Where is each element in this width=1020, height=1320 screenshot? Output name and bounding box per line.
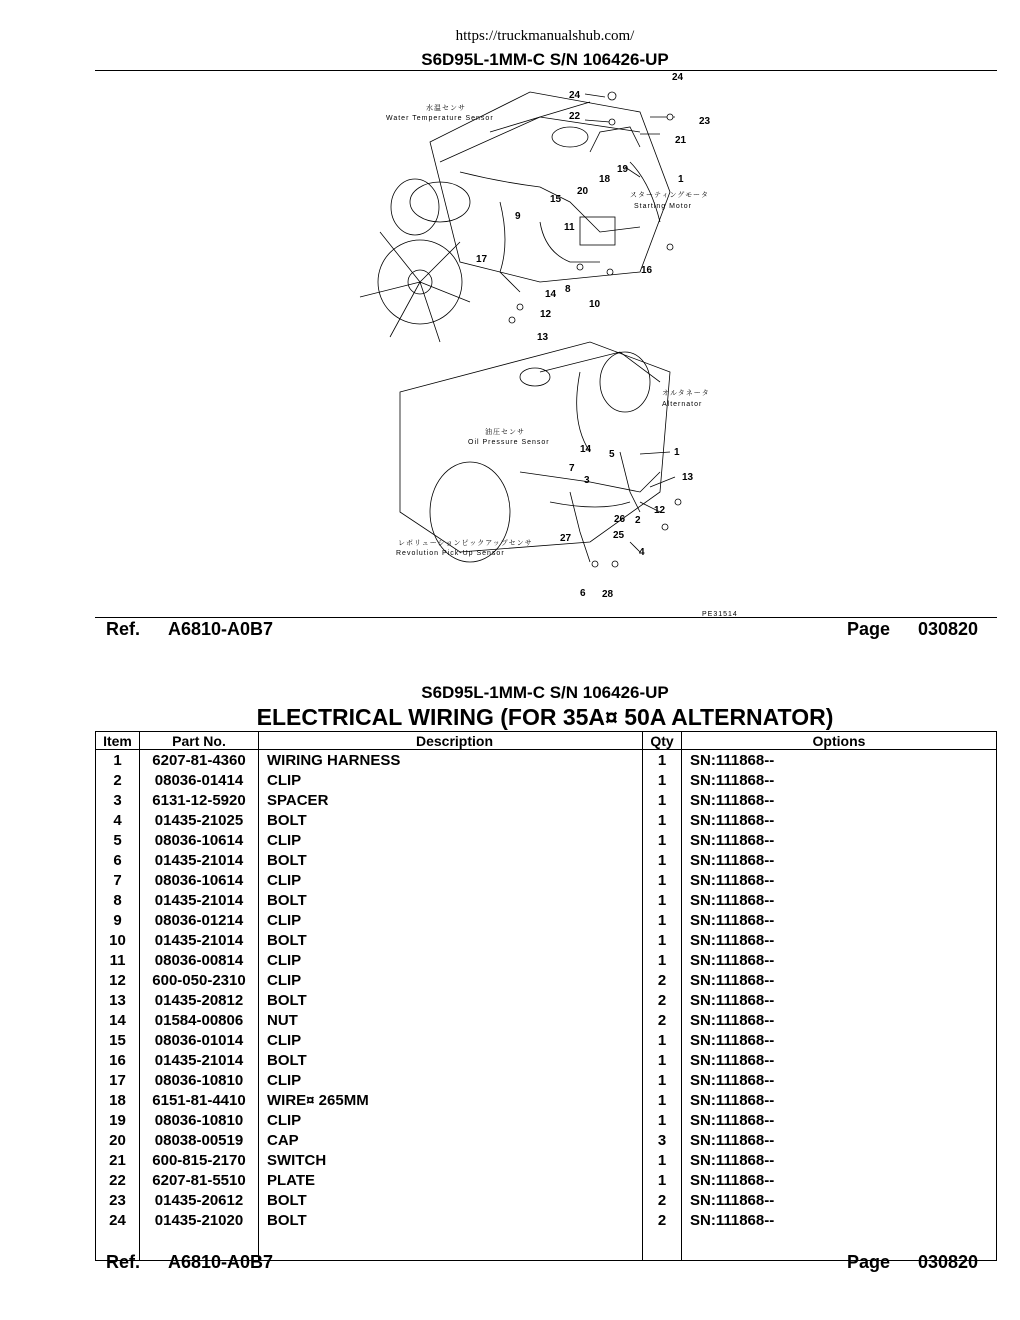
part-no-cell: 01435-21014 (140, 1050, 259, 1070)
part-no-cell: 08036-10614 (140, 830, 259, 850)
svg-text:12: 12 (540, 309, 552, 320)
table-row (96, 990, 997, 1010)
item-cell: 22 (96, 1170, 140, 1190)
item-cell: 24 (96, 1210, 140, 1230)
qty-cell: 1 (643, 910, 682, 930)
qty-cell: 1 (643, 930, 682, 950)
qty-cell: 1 (643, 1110, 682, 1130)
svg-text:3: 3 (584, 475, 590, 486)
table-row (96, 1110, 997, 1130)
footer-rule-top (95, 617, 997, 618)
svg-text:オルタネータ: オルタネータ (662, 390, 710, 397)
qty-cell: 3 (643, 1130, 682, 1150)
svg-text:スターティングモータ: スターティングモータ (630, 192, 710, 199)
spacer-cell (643, 1230, 682, 1261)
qty-cell: 1 (643, 1170, 682, 1190)
table-row (96, 870, 997, 890)
svg-text:20: 20 (577, 186, 589, 197)
description-cell: BOLT (259, 1210, 643, 1230)
item-cell: 16 (96, 1050, 140, 1070)
description-cell: CLIP (259, 770, 643, 790)
svg-text:14: 14 (545, 289, 557, 300)
item-cell: 17 (96, 1070, 140, 1090)
table-row (96, 770, 997, 790)
spacer-cell (259, 1230, 643, 1261)
parts-table-body (96, 750, 997, 1261)
item-cell: 10 (96, 930, 140, 950)
svg-text:24: 24 (569, 90, 581, 101)
description-cell: WIRE¤ 265MM (259, 1090, 643, 1110)
table-row (96, 890, 997, 910)
options-cell: SN:111868-- (682, 850, 997, 870)
options-cell: SN:111868-- (682, 910, 997, 930)
ref-value-bottom: A6810-A0B7 (168, 1252, 274, 1272)
options-cell: SN:111868-- (682, 810, 997, 830)
qty-cell: 1 (643, 750, 682, 771)
svg-text:25: 25 (613, 530, 625, 541)
description-cell: PLATE (259, 1170, 643, 1190)
svg-text:19: 19 (617, 164, 629, 175)
item-cell: 14 (96, 1010, 140, 1030)
description-cell: BOLT (259, 890, 643, 910)
qty-cell: 1 (643, 1150, 682, 1170)
options-cell: SN:111868-- (682, 870, 997, 890)
column-header-item: Item (96, 732, 140, 750)
svg-text:4: 4 (639, 547, 645, 558)
item-cell: 20 (96, 1130, 140, 1150)
part-no-cell: 01435-21014 (140, 930, 259, 950)
description-cell: BOLT (259, 1190, 643, 1210)
model-header-bottom: S6D95L-1MM-C S/N 106426-UP (421, 683, 669, 702)
svg-text:7: 7 (569, 463, 575, 474)
description-cell: WIRING HARNESS (259, 750, 643, 771)
options-cell: SN:111868-- (682, 1110, 997, 1130)
table-row (96, 1090, 997, 1110)
svg-text:24: 24 (672, 72, 684, 83)
part-no-cell: 08038-00519 (140, 1130, 259, 1150)
svg-text:28: 28 (602, 589, 614, 600)
item-cell: 2 (96, 770, 140, 790)
table-row (96, 970, 997, 990)
table-row (96, 1010, 997, 1030)
description-cell: CLIP (259, 1030, 643, 1050)
description-cell: NUT (259, 1010, 643, 1030)
description-cell: BOLT (259, 850, 643, 870)
qty-cell: 1 (643, 810, 682, 830)
item-cell: 3 (96, 790, 140, 810)
table-header-row (96, 732, 997, 750)
table-row (96, 850, 997, 870)
part-no-cell: 08036-10614 (140, 870, 259, 890)
description-cell: CLIP (259, 1070, 643, 1090)
qty-cell: 1 (643, 1050, 682, 1070)
description-cell: BOLT (259, 1050, 643, 1070)
part-no-cell: 08036-10810 (140, 1070, 259, 1090)
part-no-cell: 6151-81-4410 (140, 1090, 259, 1110)
column-header-qty: Qty (643, 732, 682, 750)
svg-text:1: 1 (674, 447, 680, 458)
options-cell: SN:111868-- (682, 750, 997, 771)
column-header-part-no: Part No. (140, 732, 259, 750)
svg-text:5: 5 (609, 449, 615, 460)
item-cell: 4 (96, 810, 140, 830)
page-label-bottom: Page (847, 1252, 891, 1272)
item-cell: 9 (96, 910, 140, 930)
page-label-top: Page (847, 619, 891, 639)
qty-cell: 1 (643, 1070, 682, 1090)
options-cell: SN:111868-- (682, 1070, 997, 1090)
svg-text:9: 9 (515, 211, 521, 222)
table-row (96, 1190, 997, 1210)
svg-text:16: 16 (641, 265, 653, 276)
options-cell: SN:111868-- (682, 970, 997, 990)
svg-text:10: 10 (589, 299, 601, 310)
part-no-cell: 01435-21020 (140, 1210, 259, 1230)
options-cell: SN:111868-- (682, 990, 997, 1010)
part-no-cell: 01584-00806 (140, 1010, 259, 1030)
svg-text:17: 17 (476, 254, 488, 265)
options-cell: SN:111868-- (682, 1210, 997, 1230)
svg-text:Revolution Pick-Up Sensor: Revolution Pick-Up Sensor (396, 550, 505, 557)
svg-text:21: 21 (675, 135, 687, 146)
svg-text:18: 18 (599, 174, 611, 185)
part-no-cell: 08036-01014 (140, 1030, 259, 1050)
svg-text:レボリューションピックアップセンサ: レボリューションピックアップセンサ (398, 540, 533, 547)
svg-text:11: 11 (564, 222, 575, 233)
description-cell: CLIP (259, 830, 643, 850)
table-row (96, 910, 997, 930)
item-cell: 7 (96, 870, 140, 890)
item-cell: 13 (96, 990, 140, 1010)
item-cell: 1 (96, 750, 140, 771)
description-cell: BOLT (259, 990, 643, 1010)
svg-text:1: 1 (678, 174, 684, 185)
ref-value-top: A6810-A0B7 (168, 619, 274, 639)
qty-cell: 2 (643, 970, 682, 990)
svg-text:12: 12 (654, 505, 666, 516)
options-cell: SN:111868-- (682, 1150, 997, 1170)
part-no-cell: 01435-20612 (140, 1190, 259, 1210)
table-row (96, 1030, 997, 1050)
part-no-cell: 08036-01414 (140, 770, 259, 790)
part-no-cell: 01435-21014 (140, 850, 259, 870)
table-row (96, 810, 997, 830)
svg-text:22: 22 (569, 111, 581, 122)
qty-cell: 1 (643, 1090, 682, 1110)
page-value-top: 030820 (918, 619, 979, 639)
table-row (96, 790, 997, 810)
table-row (96, 750, 997, 771)
ref-label-bottom: Ref. (106, 1252, 141, 1272)
svg-text:27: 27 (560, 533, 572, 544)
part-no-cell: 08036-10810 (140, 1110, 259, 1130)
part-no-cell: 600-815-2170 (140, 1150, 259, 1170)
parts-table (95, 731, 997, 1261)
part-no-cell: 01435-20812 (140, 990, 259, 1010)
qty-cell: 1 (643, 1030, 682, 1050)
description-cell: CLIP (259, 950, 643, 970)
svg-text:14: 14 (580, 444, 592, 455)
options-cell: SN:111868-- (682, 1050, 997, 1070)
item-cell: 6 (96, 850, 140, 870)
options-cell: SN:111868-- (682, 1190, 997, 1210)
part-no-cell: 01435-21025 (140, 810, 259, 830)
description-cell: CLIP (259, 970, 643, 990)
qty-cell: 1 (643, 790, 682, 810)
source-url: https://truckmanualshub.com/ (455, 28, 635, 44)
options-cell: SN:111868-- (682, 770, 997, 790)
description-cell: CLIP (259, 1110, 643, 1130)
table-row (96, 950, 997, 970)
qty-cell: 1 (643, 770, 682, 790)
item-cell: 18 (96, 1090, 140, 1110)
part-no-cell: 600-050-2310 (140, 970, 259, 990)
part-no-cell: 08036-00814 (140, 950, 259, 970)
header-rule-top (95, 70, 997, 71)
part-no-cell: 6207-81-5510 (140, 1170, 259, 1190)
item-cell: 19 (96, 1110, 140, 1130)
item-cell: 12 (96, 970, 140, 990)
description-cell: CLIP (259, 910, 643, 930)
options-cell: SN:111868-- (682, 790, 997, 810)
options-cell: SN:111868-- (682, 890, 997, 910)
svg-text:PE31514: PE31514 (702, 611, 738, 618)
options-cell: SN:111868-- (682, 830, 997, 850)
description-cell: SWITCH (259, 1150, 643, 1170)
item-cell: 11 (96, 950, 140, 970)
description-cell: BOLT (259, 810, 643, 830)
table-row (96, 1130, 997, 1150)
description-cell: BOLT (259, 930, 643, 950)
description-cell: SPACER (259, 790, 643, 810)
table-row (96, 1210, 997, 1230)
svg-text:6: 6 (580, 588, 586, 599)
options-cell: SN:111868-- (682, 1090, 997, 1110)
qty-cell: 1 (643, 830, 682, 850)
table-row (96, 830, 997, 850)
part-no-cell: 08036-01214 (140, 910, 259, 930)
item-cell: 15 (96, 1030, 140, 1050)
item-cell: 5 (96, 830, 140, 850)
column-header-description: Description (259, 732, 643, 750)
qty-cell: 1 (643, 870, 682, 890)
table-row (96, 1070, 997, 1090)
svg-text:Water Temperature Sensor: Water Temperature Sensor (386, 115, 494, 122)
options-cell: SN:111868-- (682, 1130, 997, 1150)
qty-cell: 1 (643, 850, 682, 870)
svg-text:8: 8 (565, 284, 571, 295)
svg-text:油圧センサ: 油圧センサ (485, 429, 525, 436)
options-cell: SN:111868-- (682, 1170, 997, 1190)
section-title: ELECTRICAL WIRING (FOR 35A¤ 50A ALTERNATOR) (256, 704, 834, 730)
part-no-cell: 01435-21014 (140, 890, 259, 910)
description-cell: CAP (259, 1130, 643, 1150)
item-cell: 23 (96, 1190, 140, 1210)
svg-text:Oil Pressure Sensor: Oil Pressure Sensor (468, 439, 550, 446)
svg-text:水温センサ: 水温センサ (426, 105, 466, 112)
ref-label-top: Ref. (106, 619, 141, 639)
part-no-cell: 6207-81-4360 (140, 750, 259, 771)
table-row (96, 1050, 997, 1070)
svg-text:26: 26 (614, 514, 626, 525)
model-header-top: S6D95L-1MM-C S/N 106426-UP (421, 50, 669, 69)
item-cell: 21 (96, 1150, 140, 1170)
qty-cell: 2 (643, 990, 682, 1010)
options-cell: SN:111868-- (682, 1030, 997, 1050)
qty-cell: 2 (643, 1190, 682, 1210)
part-no-cell: 6131-12-5920 (140, 790, 259, 810)
exploded-wiring-diagram (340, 72, 760, 620)
qty-cell: 1 (643, 890, 682, 910)
svg-text:13: 13 (682, 472, 694, 483)
table-row (96, 930, 997, 950)
column-header-options: Options (682, 732, 997, 750)
options-cell: SN:111868-- (682, 1010, 997, 1030)
svg-text:2: 2 (635, 515, 641, 526)
options-cell: SN:111868-- (682, 950, 997, 970)
page-value-bottom: 030820 (918, 1252, 979, 1272)
item-cell: 8 (96, 890, 140, 910)
qty-cell: 2 (643, 1210, 682, 1230)
svg-text:Starting Motor: Starting Motor (634, 203, 692, 210)
qty-cell: 2 (643, 1010, 682, 1030)
svg-text:15: 15 (550, 194, 562, 205)
options-cell: SN:111868-- (682, 930, 997, 950)
svg-text:13: 13 (537, 332, 549, 343)
svg-text:23: 23 (699, 116, 711, 127)
table-row (96, 1150, 997, 1170)
description-cell: CLIP (259, 870, 643, 890)
qty-cell: 1 (643, 950, 682, 970)
svg-text:Alternator: Alternator (662, 401, 703, 408)
table-row (96, 1170, 997, 1190)
